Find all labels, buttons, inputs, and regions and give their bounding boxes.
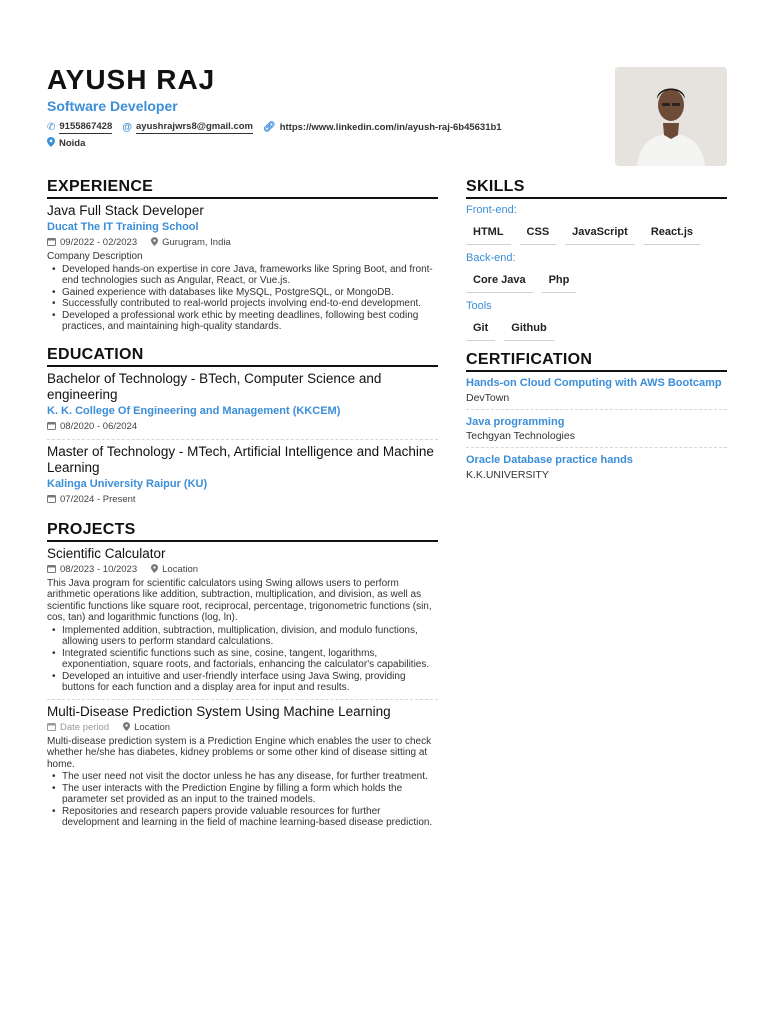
skill-tags <box>466 317 727 341</box>
skill-tag: CSS <box>520 221 557 245</box>
skill-category: Front-end: <box>466 204 517 216</box>
skill-tag: Core Java <box>466 269 533 293</box>
list-item: • The user need not visit the doctor unless he has any disease, for further treatment. <box>47 771 438 783</box>
skill-category: Back-end: <box>466 252 516 264</box>
linkedin-url: https://www.linkedin.com/in/ayush-raj-6b45631b1 <box>279 122 502 133</box>
experience-entry <box>47 203 438 333</box>
projects-heading: PROJECTS <box>47 521 438 542</box>
skill-tag: Git <box>466 317 495 341</box>
link-icon: 🔗︎ <box>262 122 276 133</box>
experience-heading: EXPERIENCE <box>47 178 438 199</box>
job-dates: 09/2022 - 02/2023 <box>60 237 138 248</box>
certification-entry <box>466 454 727 482</box>
project-location: Location <box>134 721 171 733</box>
list-item: • Integrated scientific functions such as sine, cosine, tangent, logarithms, exponentiation, square roots, and factorials, enhancing the calculator's capabilities. <box>47 648 438 671</box>
certification-heading: CERTIFICATION <box>466 351 727 372</box>
certification-title: Oracle Database practice hands <box>466 454 633 466</box>
skills-heading: SKILLS <box>466 178 727 199</box>
list-item: • Gained experience with databases like MySQL, PostgreSQL, or MongoDB. <box>47 287 438 299</box>
certification-issuer: DevTown <box>466 391 510 404</box>
map-pin-icon <box>151 236 158 250</box>
project-meta <box>47 721 438 735</box>
map-pin-icon <box>151 563 158 577</box>
calendar-icon <box>47 420 56 434</box>
skill-tag: JavaScript <box>565 221 635 245</box>
entry-divider <box>47 439 438 440</box>
project-location: Location <box>162 563 199 575</box>
map-pin-icon <box>47 137 55 150</box>
list-item: • Successfully contributed to real-world projects involving end-to-end development. <box>47 298 438 310</box>
project-title: Multi-Disease Prediction System Using Machine Learning <box>47 703 391 719</box>
school-name: Kalinga University Raipur (KU) <box>47 477 208 490</box>
project-entry <box>47 546 438 694</box>
left-column <box>47 178 438 829</box>
candidate-role: Software Developer <box>47 98 178 114</box>
company-name: Ducat The IT Training School <box>47 221 199 233</box>
phone-number: 9155867428 <box>59 121 113 132</box>
map-pin-icon <box>123 721 130 735</box>
school-name: K. K. College Of Engineering and Management (KKCEM) <box>47 404 341 417</box>
certification-entry <box>466 416 727 444</box>
at-icon: @ <box>122 122 132 133</box>
location-line <box>47 137 587 150</box>
skill-category: Tools <box>466 300 492 312</box>
certification-issuer: Techgyan Technologies <box>466 430 575 442</box>
job-title: Java Full Stack Developer <box>47 203 204 218</box>
skill-tags <box>466 269 727 293</box>
candidate-name: AYUSH RAJ <box>47 64 216 95</box>
linkedin-contact[interactable] <box>263 122 502 133</box>
calendar-icon <box>47 493 56 507</box>
certification-issuer: K.K.UNIVERSITY <box>466 468 549 481</box>
certification-title: Hands-on Cloud Computing with AWS Bootcamp <box>466 377 722 389</box>
list-item: • Developed a professional work ethic by meeting deadlines, following best coding practices, and maintaining high-quality standards. <box>47 310 438 333</box>
education-heading: EDUCATION <box>47 346 438 367</box>
calendar-icon <box>47 236 56 250</box>
skill-tag: HTML <box>466 221 511 245</box>
job-meta <box>47 236 438 250</box>
list-item: • Developed an intuitive and user-friendly interface using Java Swing, providing buttons for each function and a display area for input and results. <box>47 671 438 694</box>
profile-photo <box>615 67 727 166</box>
education-entry <box>47 371 438 434</box>
project-description: This Java program for scientific calculators using Swing allows users to perform arithmetic operations like addition, subtraction, multiplication, and division, as well as scientific functions like square root, reciprocal, percentage, trigonometric functions (sin, cos, tan) and logarithmic functions (log, ln). <box>47 577 432 623</box>
education-entry <box>47 444 438 507</box>
right-column <box>466 178 727 482</box>
contact-row <box>47 121 587 134</box>
calendar-icon <box>47 721 56 735</box>
list-item: • Implemented addition, subtraction, multiplication, division, and modulo functions, allowing users to perform standard calculations. <box>47 625 438 648</box>
skill-tag: Github <box>504 317 553 341</box>
project-bullets <box>47 625 438 694</box>
company-description: Company Description <box>47 251 143 262</box>
degree-title: Bachelor of Technology - BTech, Computer Science and engineering <box>47 370 382 402</box>
entry-divider <box>47 699 438 700</box>
list-item: • Developed hands-on expertise in core Java, frameworks like Spring Boot, and front-end technologies such as Angular, React, or Vue.js. <box>47 264 438 287</box>
education-dates: 08/2020 - 06/2024 <box>60 420 138 432</box>
calendar-icon <box>47 563 56 577</box>
email-address: ayushrajwrs8@gmail.com <box>136 121 253 132</box>
phone-icon: ✆ <box>47 122 56 133</box>
project-entry <box>47 704 438 829</box>
job-bullets <box>47 264 438 333</box>
entry-divider <box>466 447 727 448</box>
list-item: • Repositories and research papers provide valuable resources for further development and learning in the field of machine learning-based disease prediction. <box>47 806 438 829</box>
certification-entry <box>466 377 727 405</box>
project-dates: 08/2023 - 10/2023 <box>60 563 138 575</box>
project-dates: Date period <box>60 721 110 733</box>
entry-divider <box>466 409 727 410</box>
resume-header <box>47 64 587 150</box>
project-meta <box>47 563 438 577</box>
project-description: Multi-disease prediction system is a Prediction Engine which enables the user to check whether he/she has diabetes, kidney problems or some other kind of disease sitting at home. <box>47 735 432 770</box>
skill-tags <box>466 221 727 245</box>
skill-tag: React.js <box>644 221 700 245</box>
education-dates: 07/2024 - Present <box>60 493 136 505</box>
list-item: • The user interacts with the Prediction Engine by filling a form which holds the parameter set provided as an input to the trained models. <box>47 783 438 806</box>
project-bullets <box>47 771 438 829</box>
phone-contact[interactable] <box>47 121 112 134</box>
education-meta <box>47 493 438 507</box>
certification-title: Java programming <box>466 415 565 428</box>
project-title: Scientific Calculator <box>47 545 166 561</box>
degree-title: Master of Technology - MTech, Artificial Intelligence and Machine Learning <box>47 443 434 475</box>
location-text: Noida <box>59 138 86 149</box>
skill-tag: Php <box>542 269 577 293</box>
job-location: Gurugram, India <box>162 237 231 248</box>
email-contact[interactable] <box>122 121 253 134</box>
education-meta <box>47 420 438 434</box>
